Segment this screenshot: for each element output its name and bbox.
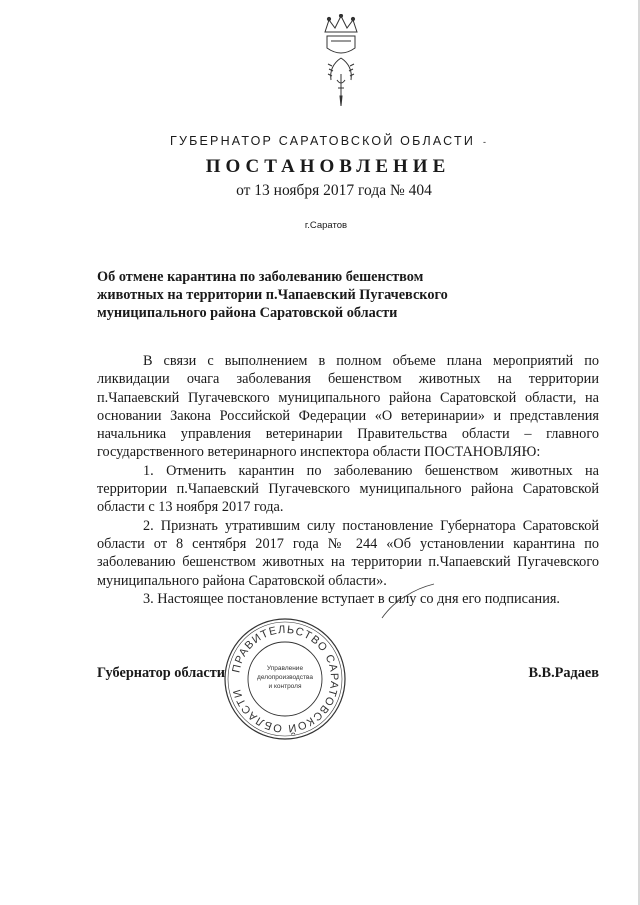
date-and-number: от 13 ноября 2017 года № 404 — [236, 182, 432, 199]
seal-inner-line-1: Управление — [266, 665, 304, 672]
body-item-1: 1. Отменить карантин по заболеванию бешенством животных на территории п.Чапаевский Пугачевского муниципального района Саратовской области с 13 ноября 2017 года. — [97, 462, 599, 516]
signatory-name: В.В.Радаев — [528, 665, 599, 681]
body-item-3: 3. Настоящее постановление вступает в силу со дня его подписания. — [143, 590, 560, 607]
header-dash: - — [483, 137, 487, 147]
coat-of-arms-emblem — [311, 14, 371, 114]
organization-heading — [8, 134, 640, 148]
seal-outer-text: ПРАВИТЕЛЬСТВО САРАТОВСКОЙ ОБЛАСТИ — [230, 623, 341, 735]
document-body — [97, 352, 599, 608]
handwritten-scribble — [378, 582, 438, 622]
signatory-position: Губернатор области — [97, 665, 226, 681]
city-name: г.Саратов — [304, 220, 348, 231]
official-seal-stamp — [222, 616, 348, 742]
document-type-title: ПОСТАНОВЛЕНИЕ — [205, 156, 451, 177]
subject-line: животных на территории п.Чапаевский Пугачевского — [97, 287, 448, 303]
organization-text: ГУБЕРНАТОР САРАТОВСКОЙ ОБЛАСТИ — [169, 134, 476, 148]
document-subject — [97, 268, 457, 322]
subject-line: муниципального района Саратовской области — [97, 305, 398, 321]
body-intro-paragraph: В связи с выполнением в полном объеме плана мероприятий по ликвидации очага заболевания бешенством животных на территории п.Чапаевский Пугачевского муниципального района Саратовской области, на основании Закона Российской Федерации «О ветеринарии» и представления начальника управления ветеринарии Правительства области – главного государственного ветеринарного инспектора области ПОСТАНОВЛЯЮ: — [97, 353, 599, 461]
seal-inner-line-3: и контроля — [268, 683, 302, 690]
seal-inner-line-2: делопроизводства — [257, 674, 313, 681]
subject-line: Об отмене карантина по заболеванию бешенством — [97, 269, 424, 285]
body-item-2: 2. Признать утратившим силу постановление Губернатора Саратовской области от 8 сентября 2017 года № 244 «Об установлении карантина по заболеванию бешенством животных на территории п.Чапаевский Пугачевского муниципального района Саратовской области». — [97, 517, 599, 589]
